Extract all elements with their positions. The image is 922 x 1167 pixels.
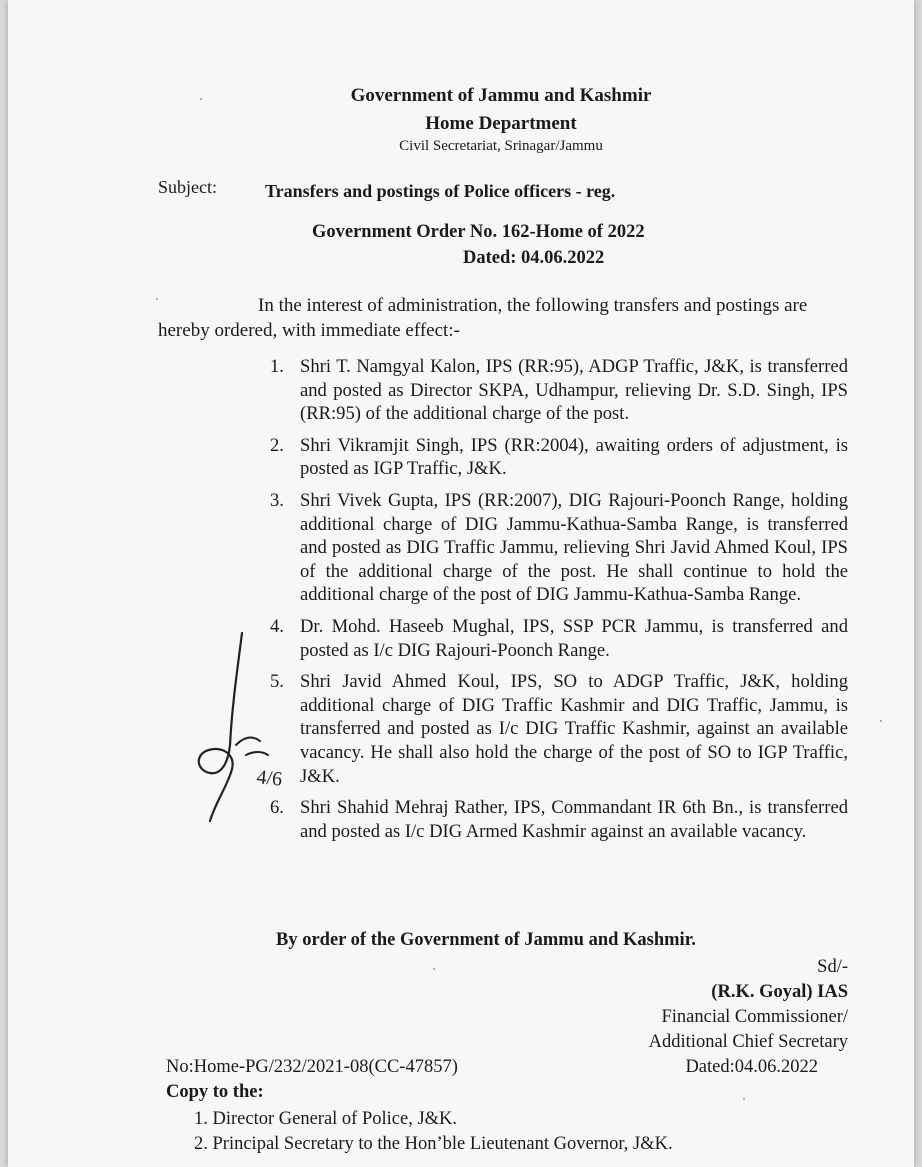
list-item [270, 615, 848, 662]
header-address: Civil Secretariat, Srinagar/Jammu [399, 138, 603, 154]
transfer-list [270, 355, 848, 851]
paper-speck [743, 1098, 745, 1100]
list-item [270, 489, 848, 607]
closing-line: By order of the Government of Jammu and Kashmir. [276, 930, 696, 950]
item-number: 4. [270, 615, 284, 637]
signatory-designation-2: Additional Chief Secretary [648, 1032, 848, 1052]
list-item [270, 796, 848, 843]
paper-speck [880, 720, 882, 722]
order-date: Dated: 04.06.2022 [463, 248, 605, 268]
list-item: 2. Principal Secretary to the Hon’ble Lieutenant Governor, J&K. [194, 1134, 673, 1154]
item-number: 2. [270, 434, 284, 456]
signatory-block [649, 955, 848, 1080]
signatory-dated: Dated:04.06.2022 [685, 1057, 818, 1077]
sd-mark: Sd/- [817, 957, 848, 977]
item-number: 3. [270, 489, 284, 511]
item-number: 6. [270, 797, 284, 819]
document-page [8, 0, 914, 1167]
header-government: Government of Jammu and Kashmir [350, 85, 652, 106]
handwritten-signature [180, 625, 290, 835]
copy-to-list [194, 1107, 673, 1157]
signatory-name: (R.K. Goyal) IAS [711, 982, 848, 1002]
signature-date-scrawl: 4/6 [255, 766, 284, 791]
paper-speck [200, 98, 202, 100]
list-item [270, 670, 848, 788]
subject-text: Transfers and postings of Police officers - reg. [265, 181, 616, 201]
item-text: Dr. Mohd. Haseeb Mughal, IPS, SSP PCR Jammu, is transferred and posted as I/c DIG Rajouri-Poonch Range. [300, 615, 848, 661]
signatory-designation-1: Financial Commissioner/ [661, 1007, 848, 1027]
item-number: 1. [270, 356, 284, 377]
item-text: Shri Vikramjit Singh, IPS (RR:2004), awaiting orders of adjustment, is posted as IGP Traffic, J&K. [300, 434, 848, 480]
list-item [270, 434, 848, 481]
subject-label: Subject: [158, 177, 217, 197]
paper-speck [433, 968, 435, 970]
reference-number: No:Home-PG/232/2021-08(CC-47857) [166, 1057, 458, 1077]
copy-to-label: Copy to the: [166, 1082, 264, 1102]
paper-speck [156, 298, 158, 300]
item-text: Shri T. Namgyal Kalon, IPS (RR:95), ADGP Traffic, J&K, is transferred and posted as Director SKPA, Udhampur, relieving Dr. S.D. Singh, IPS (RR:95) of the additional charge of the post. [300, 356, 848, 425]
list-item: 1. Director General of Police, J&K. [194, 1109, 458, 1129]
order-number: Government Order No. 162-Home of 2022 [312, 222, 645, 242]
item-text: Shri Vivek Gupta, IPS (RR:2007), DIG Rajouri-Poonch Range, holding additional charge of DIG Jammu-Kathua-Samba Range, is transferred and posted as DIG Traffic Jammu, relieving Shri Javid Ahmed Koul, IPS of the additional charge of the post. He shall continue to hold the additional charge of the post of DIG Jammu-Kathua-Samba Range. [300, 489, 848, 606]
header-department: Home Department [425, 113, 577, 134]
item-text: Shri Shahid Mehraj Rather, IPS, Commandant IR 6th Bn., is transferred and posted as I/c DIG Armed Kashmir against an available vacancy. [300, 797, 848, 842]
intro-paragraph: In the interest of administration, the following transfers and postings are hereby ordered, with immediate effect:- [158, 295, 808, 341]
list-item [270, 355, 848, 426]
item-number: 5. [270, 671, 284, 693]
item-text: Shri Javid Ahmed Koul, IPS, SO to ADGP Traffic, J&K, holding additional charge of DIG Traffic Kashmir and DIG Traffic, Jammu, is transferred and posted as I/c DIG Traffic Kashmir, against an available vacancy. He shall also hold the charge of the post of SO to IGP Traffic, J&K. [300, 671, 848, 787]
